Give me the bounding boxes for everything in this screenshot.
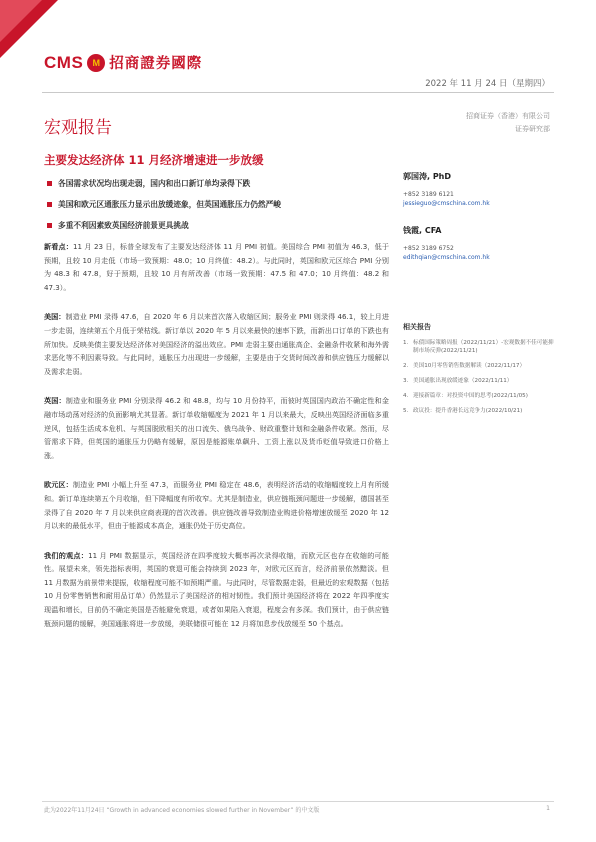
page-number: 1 (546, 805, 550, 812)
analyst-email[interactable]: jessieguo@cmschina.com.hk (403, 200, 490, 207)
bullet-square-icon (47, 223, 52, 228)
key-point: 多重不利因素致英国经济前景更具挑战 (44, 215, 389, 236)
paragraph-lead: 我们的观点： (44, 550, 89, 560)
related-reports-title: 相关报告 (403, 323, 431, 331)
company-logo (44, 52, 202, 73)
analyst-phone: +852 3189 6121 (403, 191, 454, 198)
related-report-item[interactable]: 2. 美国10月零售销售数据解读（2022/11/17） (403, 363, 526, 369)
report-headline: 主要发达经济体 11 月经济增速进一步放缓 (44, 153, 264, 167)
firm-department: 证券研究部 (515, 125, 550, 133)
body-paragraph: 新看点：11 月 23 日，标普全球发布了主要发达经济体 11 月 PMI 初值。美国综合 PMI 初值为 46.3，低于预期，且较 10 月走低（市场一致预期：48.0；10 月终值：48.2）。与此同时，英国和欧元区综合 PMI 分别为 48.3 和 47.8，好于预期，且较 10 月有所改善（市场一致预期：47.5 和 47.0；10 月终值：48.2 和 47.3）。 (44, 242, 389, 292)
report-date: 2022 年 11 月 24 日（星期四） (425, 79, 550, 89)
body-paragraph: 我们的观点：11 月 PMI 数据显示，英国经济在四季度较大概率再次录得收缩，而欧元区也存在收缩的可能性。展望未来，领先指标表明，英国的衰退可能会持续到 2023 年，对欧元区而言，经济前景依然黯淡。但 11 月数据为前景带来提振，收缩程度可能不如预期严重。与此同时，尽管数据走弱，但最近的宏观数据（包括 10 月份零售销售和耐用品订单）仍然显示了美国经济的相对韧性。我们预计美国经济将在 2022 年四季度实现温和增长，目前仍不确定美国是否能避免衰退，或者如果陷入衰退，程度会有多深。我们预计，由于供应链瓶颈问题的缓解，美国通胀将进一步放缓，美联储很可能在 12 月将加息步伐放缓至 50 个基点。 (44, 550, 390, 628)
firm-info (466, 110, 550, 136)
related-report-item[interactable]: 4. 迎接新篇章：对投资中国的思考(2022/11/05) (403, 393, 528, 399)
paragraph-lead: 美国： (44, 312, 66, 322)
analyst-card (403, 172, 563, 208)
logo-chinese-name: 招商證券國際 (109, 56, 203, 72)
paragraph-lead: 英国： (44, 396, 66, 406)
key-points-list (44, 173, 389, 236)
logo-emblem-icon: M (87, 54, 105, 72)
paragraph-lead: 欧元区： (44, 480, 73, 490)
analyst-name: 郭国涛, PhD (403, 172, 452, 181)
analyst-card (403, 226, 563, 262)
related-report-item[interactable]: 3. 美国通胀出现放缓迹象（2022/11/11） (403, 378, 513, 384)
footer-divider (42, 801, 554, 802)
related-reports (403, 322, 558, 422)
firm-name: 招商证券（香港）有限公司 (466, 112, 550, 120)
paragraph-lead: 新看点： (44, 242, 73, 251)
analyst-phone: +852 3189 6752 (403, 245, 454, 252)
body-paragraph: 英国：制造业和服务业 PMI 分别录得 46.2 和 48.8，均与 10 月份持平，而彼时英国国内政治不确定性和金融市场动荡对经济的负面影响尤其显著。新订单收缩幅度为 2021 年 1 月以来最大，反映出英国经济面临多重逆风，包括生活成本危机、与英国脱欧相关的出口流失、俄乌战争、财政重整计划和金融条件收紧。然而，尽管需求下降，但英国的通胀压力仍略有缓解，原因是能源账单飙升、工资上涨以及货币贬值导致进口价格上涨。 (44, 396, 389, 460)
bullet-square-icon (47, 202, 52, 207)
analyst-name: 钱霞, CFA (403, 226, 442, 235)
key-point: 各国需求状况均出现走弱，国内和出口新订单均录得下跌 (44, 173, 389, 194)
related-report-item[interactable]: 1. 标債国际策略周报（2022/11/21）-宏观数据不佳可能抑制市场反弹(2022/11/21) (403, 340, 554, 354)
body-paragraph: 欧元区：制造业 PMI 小幅上升至 47.3，而服务业 PMI 稳定在 48.6，表明经济活动的收缩幅度较上月有所缓和。新订单连续第五个月收缩，但下降幅度有所收窄。尤其是制造业，供应链瓶颈问题进一步缓解，德国甚至录得了自 2020 年 7 月以来供应商表现的首次改善。供应链改善导致制造业购进价格增速放缓至 2020 年 12 月以来的最低水平，但由于能源成本高企，通胀仍处于历史高位。 (44, 480, 389, 531)
header-divider (42, 92, 554, 93)
report-body (44, 240, 389, 646)
corner-accent-inner (0, 0, 42, 42)
body-paragraph: 美国：制造业 PMI 录得 47.6，自 2020 年 6 月以来首次落入收缩区间；服务业 PMI 则录得 46.1，较上月进一步走弱，连续第五个月低于荣枯线。新订单以 2020 年 5 月以来最快的速率下跌，而新出口订单的下跌也有所加快。反映美债主要发达经济体对美国经济的溢出效应。PMI 走弱主要由通胀高企、金融条件收紧和海外需求恶化等不利因素导致。与此同时，通胀压力出现进一步缓解，主要是由于交货时间改善和供应链压力缓解以及需求走弱。 (44, 312, 390, 376)
footer-note: 此为2022年11月24日 “Growth in advanced economies slowed further in November” 的中文版 (44, 807, 320, 814)
bullet-square-icon (47, 181, 52, 186)
section-title: 宏观报告 (44, 118, 112, 138)
analyst-email[interactable]: edithqian@cmschina.com.hk (403, 254, 490, 261)
logo-cms-text: CMS (44, 52, 84, 72)
key-point: 美国和欧元区通胀压力显示出放缓迹象，但英国通胀压力仍然严峻 (44, 194, 389, 215)
related-report-item[interactable]: 5. 政议投：提升香港长远竞争力(2022/10/21) (403, 408, 523, 414)
